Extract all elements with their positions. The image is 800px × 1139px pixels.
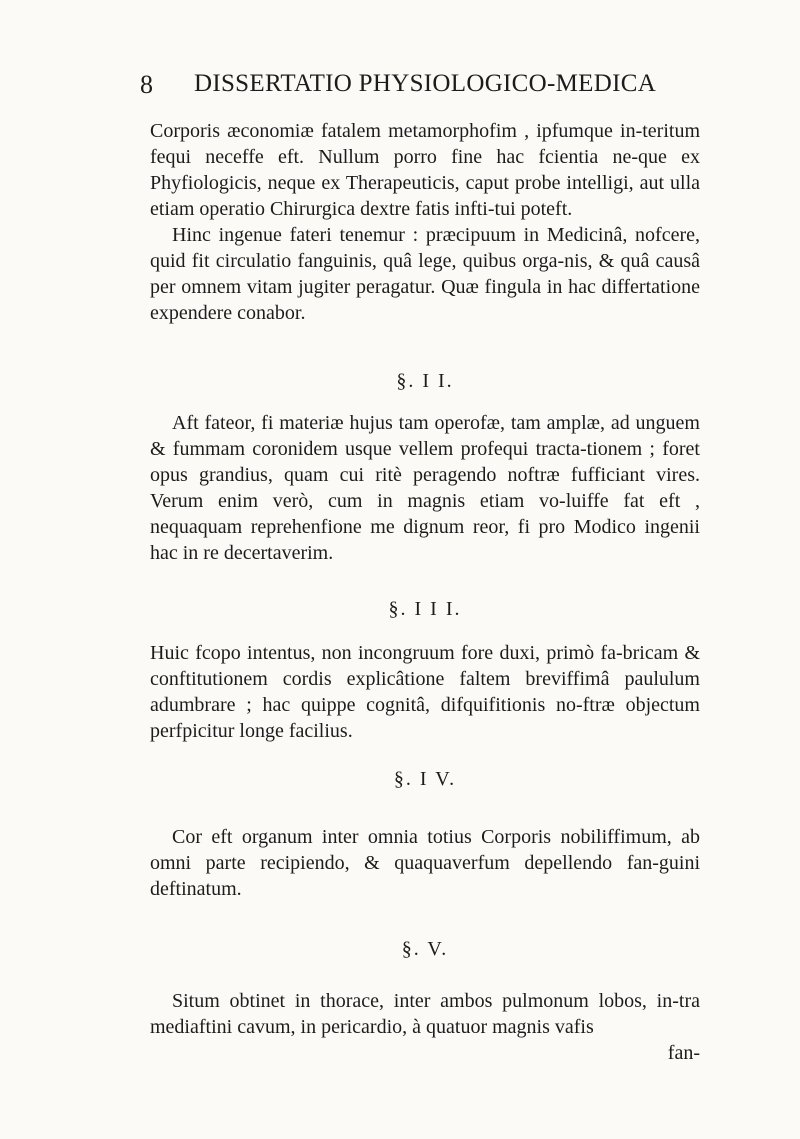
paragraph: Hinc ingenue fateri tenemur : præcipuum in Medicinâ, nofcere, quid fit circulatio fanguinis, quâ lege, quibus orga-nis, & quâ causâ per omnem vitam jugiter peragatur. Quæ fingula in hac differtatione expendere conabor. xyxy=(150,224,700,324)
section-3-text xyxy=(150,640,700,744)
section-heading: §. V. xyxy=(401,938,449,960)
section-2-text xyxy=(150,410,700,566)
section-heading: §. I I. xyxy=(396,370,454,392)
paragraph: Cor eft organum inter omnia totius Corporis nobiliffimum, ab omni parte recipiendo, & quaquaverfum depellendo fan-guini deftinatum. xyxy=(150,826,700,900)
page-number: 8 xyxy=(140,70,154,99)
running-title: DISSERTATIO PHYSIOLOGICO-MEDICA xyxy=(194,70,657,97)
section-5-text xyxy=(150,988,700,1066)
section-1-text xyxy=(150,118,700,326)
section-heading: §. I V. xyxy=(393,768,457,790)
paragraph: Situm obtinet in thorace, inter ambos pulmonum lobos, in-tra mediaftini cavum, in pericardio, à quatuor magnis vafis xyxy=(150,990,700,1038)
section-heading: §. I I I. xyxy=(388,598,462,620)
section-4-text xyxy=(150,824,700,902)
paragraph: Corporis æconomiæ fatalem metamorphofim , ipfumque in-teritum fequi neceffe eft. Nullum porro fine hac fcientia ne-que ex Phyfiologicis, neque ex Therapeuticis, caput probe intelligi, aut ulla etiam operatio Chirurgica dextre fatis infti-tui poteft. xyxy=(150,120,700,220)
paragraph: Aft fateor, fi materiæ hujus tam operofæ, tam amplæ, ad unguem & fummam coronidem usque vellem profequi tracta-tionem ; foret opus grandius, quam cui ritè peragendo noftræ fufficiant vires. Verum enim verò, cum in magnis etiam vo-luiffe fat eft , nequaquam reprehenfione me dignum reor, fi pro Modico ingenii hac in re decertaverim. xyxy=(150,412,700,564)
catchword: fan- xyxy=(667,1042,700,1064)
page-header xyxy=(140,70,700,110)
paragraph: Huic fcopo intentus, non incongruum fore duxi, primò fa-bricam & conftitutionem cordis explicâtione faltem breviffimâ paululum adumbrare ; hac quippe cognitâ, difquifitionis no-ftræ objectum perfpicitur longe facilius. xyxy=(150,642,700,742)
